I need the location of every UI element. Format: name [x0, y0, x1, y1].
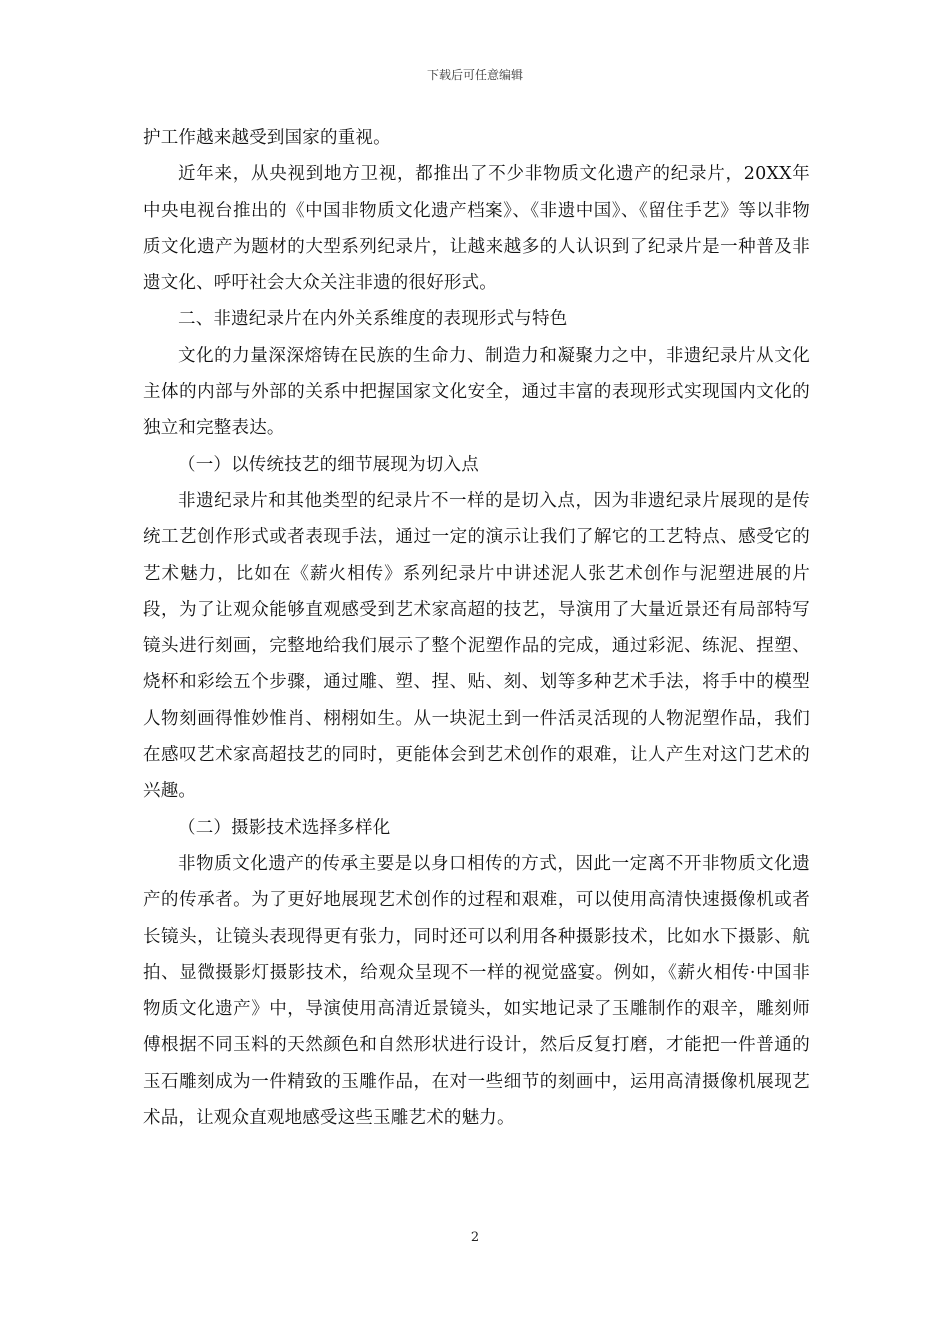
paragraph-cultural-power: 文化的力量深深熔铸在民族的生命力、制造力和凝聚力之中，非遗纪录片从文化主体的内部与外部的关系中把握国家文化安全，通过丰富的表现形式实现国内文化的独立和完整表达。 — [143, 345, 810, 439]
paragraph-documentaries-intro: 近年来，从央视到地方卫视，都推出了不少非物质文化遗产的纪录片，20XX年中央电视台推出的《中国非物质文化遗产档案》、《非遗中国》、《留住手艺》等以非物质文化遗产为题材的大型系列纪录片，让越来越多的人认识到了纪录片是一种普及非遗文化、呼吁社会大众关注非遗的很好形式。 — [143, 164, 810, 294]
paragraph-continuation: 护工作越来越受到国家的重视。 — [143, 128, 391, 148]
page-header: 下载后可任意编辑 — [426, 68, 523, 82]
document-body — [143, 120, 810, 1136]
subsection-heading-1: （一）以传统技艺的细节展现为切入点 — [178, 454, 479, 475]
page-number: 2 — [470, 1230, 480, 1245]
section-heading-2: 二、非遗纪录片在内外关系维度的表现形式与特色 — [178, 309, 568, 330]
paragraph-craft-details: 非遗纪录片和其他类型的纪录片不一样的是切入点，因为非遗纪录片展现的是传统工艺创作形式或者表现手法，通过一定的演示让我们了解它的工艺特点、感受它的艺术魅力，比如在《薪火相传》系列纪录片中讲述泥人张艺术创作与泥塑进展的片段，为了让观众能够直观感受到艺术家高超的技艺，导演用了大量近景还有局部特写镜头进行刻画，完整地给我们展示了整个泥塑作品的完成，通过彩泥、练泥、捏塑、烧杯和彩绘五个步骤，通过雕、塑、捏、贴、刻、划等多种艺术手法，将手中的模型人物刻画得惟妙惟肖、栩栩如生。从一块泥土到一件活灵活现的人物泥塑作品，我们在感叹艺术家高超技艺的同时，更能体会到艺术创作的艰难，让人产生对这门艺术的兴趣。 — [143, 490, 810, 802]
paragraph-photography: 非物质文化遗产的传承主要是以身口相传的方式，因此一定离不开非物质文化遗产的传承者。为了更好地展现艺术创作的过程和艰难，可以使用高清快速摄像机或者长镜头，让镜头表现得更有张力，同时还可以利用各种摄影技术，比如水下摄影、航拍、显微摄影灯摄影技术，给观众呈现不一样的视觉盛宴。例如，《薪火相传·中国非物质文化遗产》中，导演使用高清近景镜头，如实地记录了玉雕制作的艰辛，雕刻师傅根据不同玉料的天然颜色和自然形状进行设计，然后反复打磨，才能把一件普通的玉石雕刻成为一件精致的玉雕作品，在对一些细节的刻画中，运用高清摄像机展现艺术品，让观众直观地感受这些玉雕艺术的魅力。 — [143, 853, 810, 1129]
subsection-heading-2: （二）摄影技术选择多样化 — [178, 817, 391, 838]
